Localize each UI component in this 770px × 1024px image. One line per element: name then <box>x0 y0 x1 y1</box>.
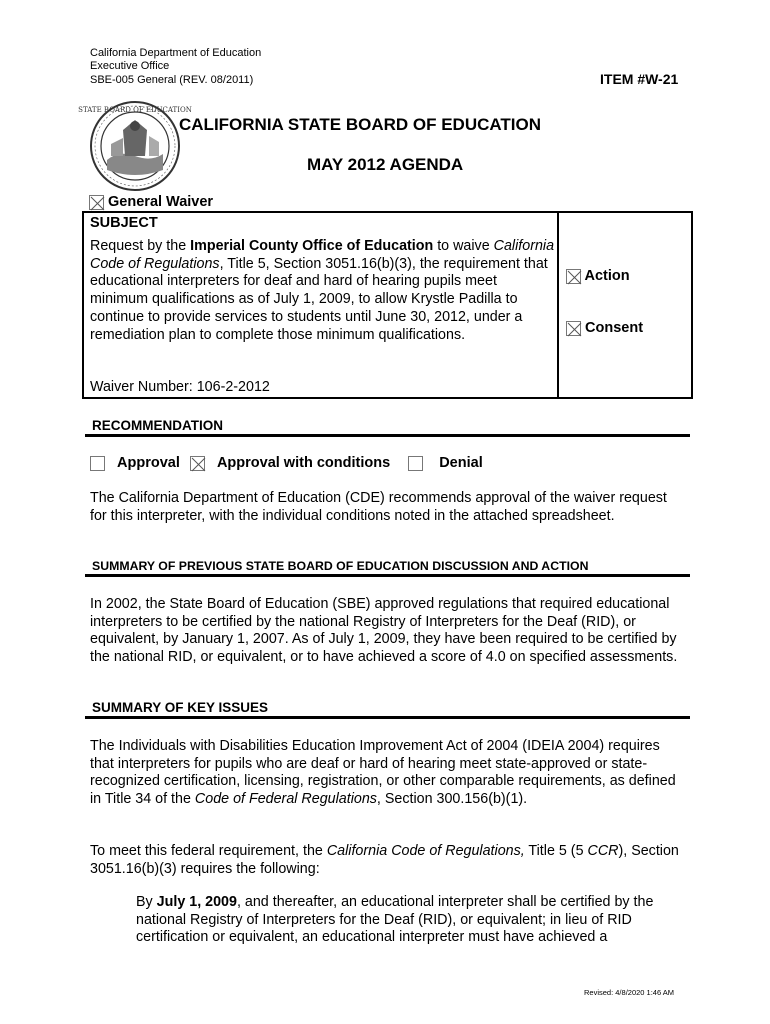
subject-text: Request by the Imperial County Office of Education to waive California Code of Regulations, Title 5, Section 3051.16(b)(3), the requirement that educational interpreters for deaf and hard of hearing pupils meet minimum qualifications as of July 1, 2009, to allow Krystle Padilla to continue to provide services to students until June 30, 2012, under a remediation plan to complete those minimum qualifications. <box>90 238 555 343</box>
approval-conditions-label: Approval with conditions <box>216 455 391 471</box>
key-issues-rule <box>85 716 690 719</box>
subject-org: Imperial County Office of Education <box>190 238 434 254</box>
general-waiver-checkbox[interactable] <box>89 195 104 210</box>
consent-checkbox[interactable] <box>566 321 581 336</box>
revised-date: Revised: 4/8/2020 1:46 AM <box>584 988 675 997</box>
state-seal <box>78 100 192 192</box>
approval-conditions-checkbox[interactable] <box>190 456 205 471</box>
header-dept: California Department of Education <box>90 47 262 59</box>
agenda-title: MAY 2012 AGENDA <box>307 155 464 174</box>
key-issues-p2: To meet this federal requirement, the California Code of Regulations, Title 5 (5 CCR), Section 3051.16(b)(3) requires the following: <box>90 843 679 877</box>
previous-heading: SUMMARY OF PREVIOUS STATE BOARD OF EDUCATION DISCUSSION AND ACTION <box>92 559 589 573</box>
action-label: Action <box>584 268 630 284</box>
recommendation-text: The California Department of Education (CDE) recommends approval of the waiver request for this interpreter, with the individual conditions noted in the attached spreadsheet. <box>90 490 667 524</box>
consent-label: Consent <box>585 320 644 336</box>
key-issues-quote: By July 1, 2009, and thereafter, an educational interpreter shall be certified by the national Registry of Interpreters for the Deaf (RID), or equivalent; in lieu of RID certification or equivalent, an educational interpreter must have achieved a <box>136 894 654 945</box>
header-office: Executive Office <box>90 60 170 72</box>
consent-option <box>566 320 643 336</box>
waiver-number: Waiver Number: 106-2-2012 <box>90 379 270 395</box>
recommendation-heading: RECOMMENDATION <box>92 418 223 433</box>
denial-label: Denial <box>439 455 483 471</box>
approval-label: Approval <box>117 455 180 471</box>
subject-divider <box>557 211 559 399</box>
approval-checkbox[interactable] <box>90 456 105 471</box>
subject-heading: SUBJECT <box>90 215 158 231</box>
key-issues-p1: The Individuals with Disabilities Education Improvement Act of 2004 (IDEIA 2004) requires that interpreters for pupils who are deaf or hard of hearing meet state-approved or state-recognized certification, licensing, registration, or other comparable requirements, as defined in Title 34 of the Code of Federal Regulations, Section 300.156(b)(1). <box>90 738 676 807</box>
action-checkbox[interactable] <box>566 269 581 284</box>
action-option <box>566 268 630 284</box>
general-waiver <box>89 194 213 210</box>
svg-text:STATE BOARD OF EDUCATION: STATE BOARD OF EDUCATION <box>78 106 192 114</box>
recommendation-options <box>90 455 483 471</box>
general-waiver-label: General Waiver <box>108 194 214 210</box>
subject-code: California Code of Regulations <box>90 238 555 272</box>
board-title: CALIFORNIA STATE BOARD OF EDUCATION <box>179 115 542 134</box>
item-number: ITEM #W-21 <box>600 71 679 87</box>
denial-checkbox[interactable] <box>408 456 423 471</box>
header-form: SBE-005 General (REV. 08/2011) <box>90 74 254 86</box>
recommendation-rule <box>85 434 690 437</box>
key-issues-heading: SUMMARY OF KEY ISSUES <box>92 700 269 715</box>
previous-text: In 2002, the State Board of Education (SBE) approved regulations that required educational interpreters to be certified by the national Registry of Interpreters for the Deaf (RID), or equivalent, by January 1, 2007. As of July 1, 2009, they have been required to be certified by the national RID, or equivalent, or to have achieved a score of 4.0 on specified assessments. <box>90 596 678 665</box>
previous-rule <box>85 574 690 577</box>
